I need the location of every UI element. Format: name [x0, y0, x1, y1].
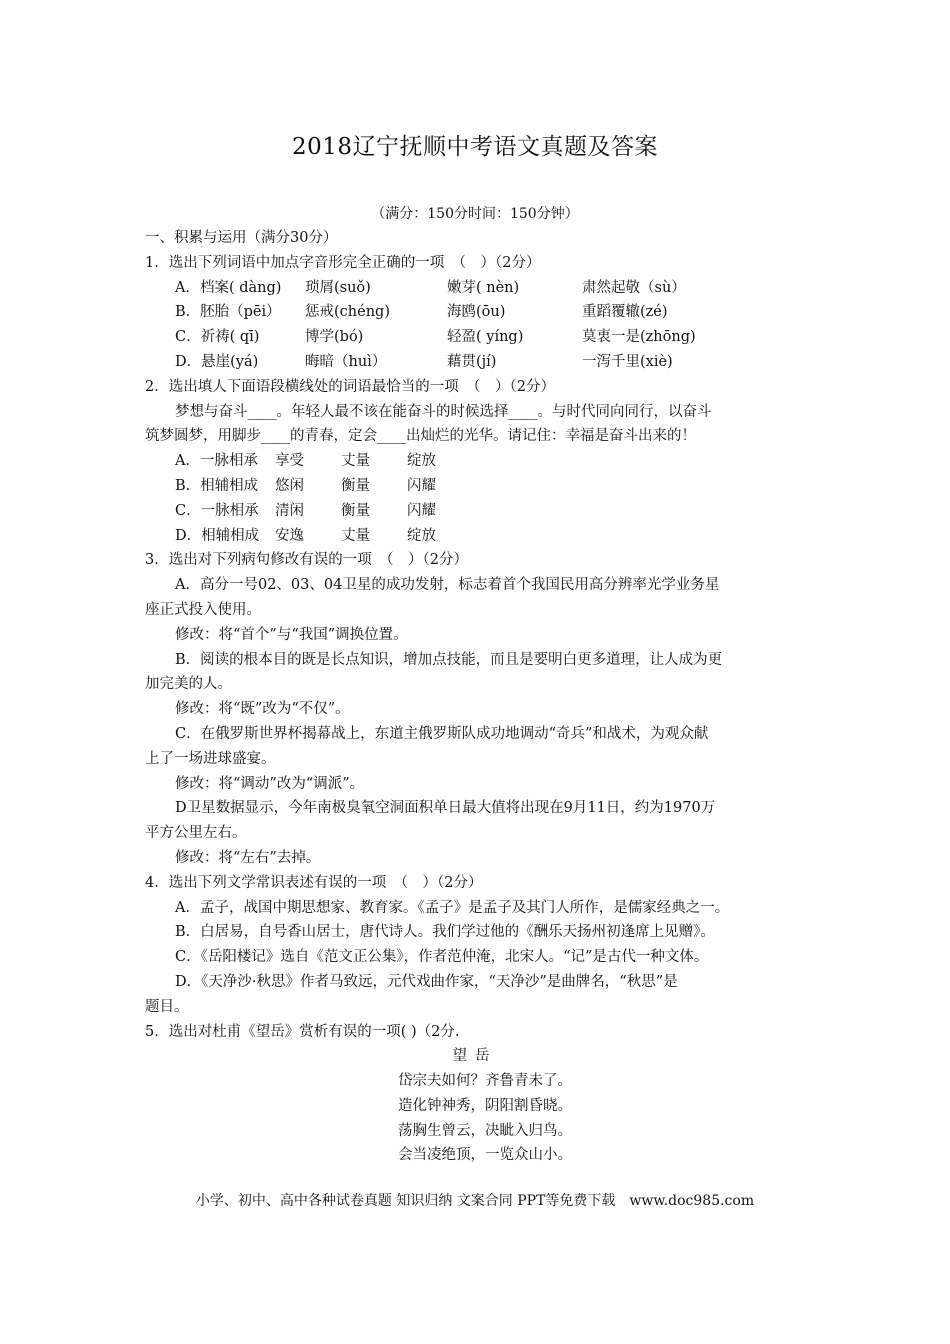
q2-option-b	[145, 474, 815, 499]
q2-b-word2: 悠闲	[275, 477, 304, 494]
q3-d-fix: 修改：将“左右”去掉。	[175, 849, 321, 866]
q4-stem: 4．选出下列文学常识表述有误的一项 （ ）（2分）	[145, 874, 483, 891]
q2-d-word1: D．相辅相成	[175, 527, 260, 544]
q2-d-word3: 丈量	[341, 527, 370, 544]
q1-b-item1: B．胚胎（pēi）	[175, 304, 281, 321]
q2-option-d	[145, 524, 815, 549]
q2-c-word3: 衡量	[341, 502, 370, 519]
page-footer: 小学、初中、高中各种试卷真题 知识归纳 文案合同 PPT等免费下载 www.doc985.com	[195, 1193, 755, 1209]
q2-c-word1: C．一脉相承	[175, 502, 259, 519]
q1-option-d	[145, 350, 815, 375]
q1-option-c	[145, 325, 815, 350]
poem-line: 岱宗夫如何？齐鲁青未了。	[398, 1073, 572, 1090]
q2-stem: 2．选出填人下面语段横线处的词语最恰当的一项 （ ）（2分）	[145, 378, 555, 395]
q1-c-item3: 轻盈( yíng)	[447, 329, 524, 346]
q3-a-line2: 座正式投入使用。	[145, 601, 261, 618]
q2-d-word2: 安逸	[275, 527, 304, 544]
poem-title: 望岳	[452, 1048, 498, 1065]
q1-b-item2: 惩戒(chéng)	[305, 304, 390, 321]
q3-stem: 3．选出对下列病句修改有误的一项 （ ）（2分）	[145, 552, 468, 569]
q1-b-item4: 重蹈覆辙(zé)	[582, 304, 668, 321]
poem-line: 会当凌绝顶，一览众山小。	[398, 1147, 572, 1164]
q3-a-fix: 修改：将“首个”与“我国”调换位置。	[175, 626, 408, 643]
poem-line: 造化钟神秀，阴阳割昏晓。	[398, 1097, 572, 1114]
q3-c-line1: C．在俄罗斯世界杯揭幕战上，东道主俄罗斯队成功地调动“奇兵”和战术，为观众献	[175, 725, 709, 742]
q5-stem: 5．选出对杜甫《望岳》赏析有误的一项( )（2分.	[145, 1023, 460, 1040]
q2-passage-line1: 梦想与奋斗____。年轻人最不该在能奋斗的时候选择____。与时代同向同行，以奋斗	[175, 403, 712, 420]
q1-a-item1: A．档案( dàng)	[175, 279, 282, 296]
q2-b-word1: B．相辅相成	[175, 477, 259, 494]
q1-option-b	[145, 300, 815, 325]
q2-passage-line2: 筑梦圆梦，用脚步____的青春，定会____出灿烂的光华。请记住：幸福是奋斗出来的！	[145, 428, 696, 445]
poem-line: 荡胸生曾云，决眦入归鸟。	[398, 1122, 572, 1139]
q3-b-line1: B．阅读的根本目的既是长点知识，增加点技能，而且是要明白更多道理，让人成为更	[175, 651, 723, 668]
q1-c-item4: 莫衷一是(zhōng)	[582, 329, 696, 346]
q1-d-item3: 藉贯(jí)	[447, 353, 497, 370]
q1-d-item2: 晦暗（huì）	[305, 353, 387, 370]
section-heading: 一、积累与运用（满分30分）	[145, 230, 338, 246]
q2-c-word4: 闪耀	[407, 502, 436, 519]
exam-info: （满分：150分时间：150分钟）	[371, 206, 579, 222]
q3-d-line2: 平方公里左右。	[145, 825, 247, 842]
q4-option-d-line2: 题目。	[145, 998, 189, 1015]
q2-a-word4: 绽放	[407, 453, 436, 470]
q2-option-a	[145, 449, 815, 474]
q1-d-item1: D．悬崖(yá)	[175, 353, 259, 370]
q1-c-item1: C．祈祷( qī)	[175, 329, 260, 346]
q1-option-a	[145, 276, 815, 301]
q2-d-word4: 绽放	[407, 527, 436, 544]
q2-option-c	[145, 499, 815, 524]
q1-b-item3: 海鸥(ōu)	[447, 304, 506, 321]
q1-a-item2: 琐屑(suǒ)	[305, 279, 371, 296]
q1-stem: 1．选出下列词语中加点字音形完全正确的一项 （ ）（2分）	[145, 254, 541, 271]
q1-c-item2: 博学(bó)	[305, 329, 364, 346]
q2-a-word2: 享受	[275, 453, 304, 470]
exam-body	[145, 226, 815, 1168]
q1-d-item4: 一泻千里(xiè)	[582, 353, 673, 370]
q4-option-d-line1: D．《天净沙·秋思》作者马致远，元代戏曲作家，“天净沙”是曲牌名，“秋思”是	[175, 973, 678, 990]
q3-d-line1: D卫星数据显示，今年南极臭氧空洞面积单日最大值将出现在9月11日，约为1970万	[175, 800, 716, 817]
q2-a-word1: A．一脉相承	[175, 453, 258, 470]
q4-option-b: B．白居易，自号香山居士，唐代诗人。我们学过他的《酬乐天扬州初逢席上见赠》。	[175, 924, 715, 941]
q1-a-item3: 嫩芽( nèn)	[447, 279, 520, 296]
q2-b-word4: 闪耀	[407, 477, 436, 494]
page-title: 2018辽宁抚顺中考语文真题及答案	[291, 134, 659, 160]
q2-a-word3: 丈量	[341, 453, 370, 470]
q4-option-a: A．孟子，战国中期思想家、教育家。《孟子》是孟子及其门人所作，是儒家经典之一。	[175, 899, 730, 916]
q3-c-line2: 上了一场进球盛宴。	[145, 750, 276, 767]
q3-c-fix: 修改：将“调动”改为“调派”。	[175, 775, 365, 792]
q2-b-word3: 衡量	[341, 477, 370, 494]
q4-option-c: C．《岳阳楼记》选自《范文正公集》，作者范仲淹，北宋人。“记”是古代一种文体。	[175, 949, 709, 966]
q3-b-line2: 加完美的人。	[145, 676, 232, 693]
q3-a-line1: A．高分一号02、03、04卫星的成功发射，标志着首个我国民用高分辨率光学业务星	[175, 577, 720, 594]
q2-c-word2: 清闲	[275, 502, 304, 519]
q3-b-fix: 修改：将“既”改为“不仅”。	[175, 701, 350, 718]
q1-a-item4: 肃然起敬（sù）	[582, 279, 686, 296]
